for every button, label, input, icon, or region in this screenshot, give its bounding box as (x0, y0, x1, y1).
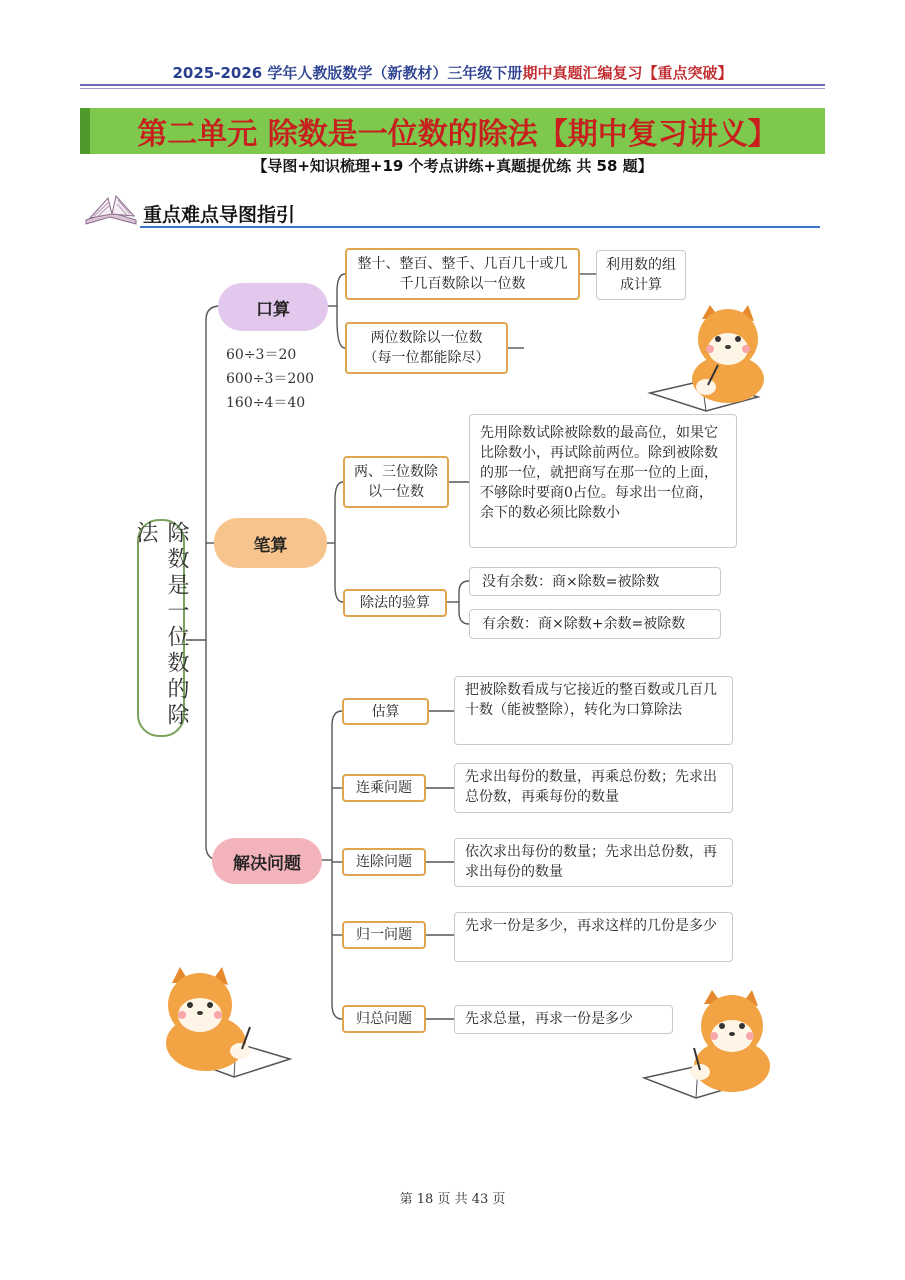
header-text-1: 2025-2026 学年人教版数学（新教材）三年级下册 (172, 64, 523, 82)
written-calc-item-2: 除法的验算 (343, 589, 447, 617)
page-title-text: 第二单元 除数是一位数的除法【期中复习讲义】 (137, 117, 778, 152)
problem-item-multi-multiply-note: 先求出每份的数量，再乘总份数；先求出总份数，再乘每份的数量 (454, 763, 733, 813)
check-with-remainder: 有余数：商×除数+余数=被除数 (469, 609, 721, 639)
header-text-2: 期中真题汇编复习 (522, 64, 643, 82)
check-no-remainder: 没有余数：商×除数=被除数 (469, 567, 721, 596)
example-1: 60÷3＝20 (226, 347, 297, 363)
header-text-4: 重点突破 (657, 64, 718, 82)
written-calc-item-1-note: 先用除数试除被除数的最高位，如果它比除数小，再试除前两位。除到被除数的那一位，就把商写在那一位的上面，不够除时要商0占位。每求出一位商，余下的数必须比除数小 (469, 414, 737, 548)
shiba-mascot-writing-illustration-right (640, 988, 785, 1103)
section-title: 重点难点导图指引 (143, 204, 296, 226)
problem-item-multi-divide: 连除问题 (342, 848, 426, 876)
mental-calc-item-1: 整十、整百、整千、几百几十或几千几百数除以一位数 (345, 248, 580, 300)
header-text-5: 】 (717, 64, 733, 82)
problem-item-multi-multiply: 连乘问题 (342, 774, 426, 802)
problem-item-total-note: 先求总量，再求一份是多少 (454, 1005, 673, 1034)
shiba-mascot-writing-illustration (640, 305, 780, 415)
mental-calc-item-1-note: 利用数的组成计算 (596, 250, 686, 300)
branch-mental-calc: 口算 (218, 283, 328, 331)
example-3: 160÷4＝40 (226, 395, 306, 411)
mindmap-root (133, 519, 189, 737)
page-subtitle: 【导图+知识梳理+19 个考点讲练+真题提优练 共 58 题】 (252, 157, 653, 175)
mindmap-root-label: 除数是一位数的除法 (133, 521, 189, 729)
branch-written-calc: 笔算 (214, 518, 327, 568)
page-footer: 第 18 页 共 43 页 (399, 1192, 506, 1207)
header-text-3: 【 (642, 64, 658, 82)
problem-item-unit-rate-note: 先求一份是多少，再求这样的几份是多少 (454, 912, 733, 962)
problem-item-estimate: 估算 (342, 698, 429, 725)
problem-item-total: 归总问题 (342, 1005, 426, 1033)
example-2: 600÷3＝200 (226, 371, 315, 387)
branch-problem-solving: 解决问题 (212, 838, 322, 884)
problem-item-estimate-note: 把被除数看成与它接近的整百数或几百几十数（能被整除），转化为口算除法 (454, 676, 733, 745)
mental-calc-item-2: 两位数除以一位数（每一位都能除尽） (345, 322, 508, 374)
problem-item-unit-rate: 归一问题 (342, 921, 426, 949)
problem-item-multi-divide-note: 依次求出每份的数量；先求出总份数，再求出每份的数量 (454, 838, 733, 887)
shiba-mascot-writing-illustration-left (150, 965, 300, 1085)
written-calc-item-1: 两、三位数除以一位数 (343, 456, 449, 508)
